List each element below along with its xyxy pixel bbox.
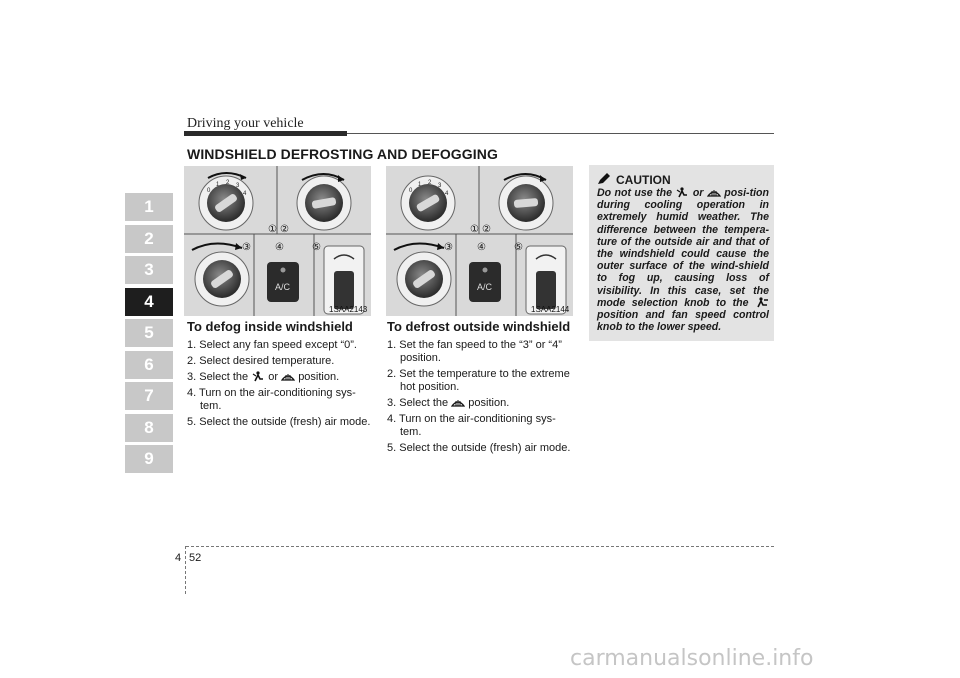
- chapter-tabs: [125, 193, 173, 477]
- watermark: carmanualsonline.info: [570, 646, 814, 671]
- label-1: ①: [470, 224, 479, 235]
- floor-defrost-icon: [675, 187, 689, 198]
- defrost-icon: [281, 371, 295, 382]
- label-2: ②: [280, 224, 289, 235]
- defrost-step-1: 1. Set the fan speed to the “3” or “4” position.: [387, 339, 562, 364]
- scale-4: 4: [445, 191, 449, 197]
- defog-section: [187, 319, 373, 432]
- label-3: ③: [444, 242, 453, 253]
- control-panel-illustration: [184, 166, 371, 316]
- chapter-tab-8[interactable]: 8: [125, 414, 173, 442]
- defrost-step-5: 5. Select the outside (fresh) air mode.: [387, 442, 571, 454]
- header-rule: [347, 133, 774, 134]
- scale-2: 2: [226, 180, 230, 186]
- chapter-tab-6[interactable]: 6: [125, 351, 173, 379]
- defrost-steps: [387, 339, 573, 455]
- chapter-tab-7[interactable]: 7: [125, 382, 173, 410]
- caution-title: CAUTION: [616, 173, 671, 187]
- defog-heading: To defog inside windshield: [187, 319, 353, 334]
- ac-label: A/C: [477, 282, 493, 292]
- floor-defrost-icon: [251, 371, 265, 382]
- defog-figure: [184, 166, 371, 316]
- scale-1: 1: [418, 182, 422, 188]
- chapter-tab-4[interactable]: 4: [125, 288, 173, 316]
- label-3: ③: [242, 242, 251, 253]
- scale-0: 0: [207, 188, 211, 194]
- defrost-icon: [707, 187, 721, 198]
- scale-3: 3: [236, 183, 240, 189]
- defog-step-4: 4. Turn on the air-conditioning sys-tem.: [187, 387, 356, 412]
- defrost-figure: [386, 166, 573, 316]
- caution-text: Do not use the or posi-tion during cooling operation in extremely humid weather. The difference between the tempera-ture of the outside air and that of the windshield could cause the outer surface of the wind-shield to fog up, causing loss of visibility. In this case, set the mode selection knob to the position and fan speed control knob to the lower speed.: [597, 187, 769, 334]
- scale-3: 3: [438, 183, 442, 189]
- defrost-step-2: 2. Set the temperature to the extreme hot position.: [387, 368, 570, 393]
- header-bar: [184, 131, 347, 136]
- defrost-step-4: 4. Turn on the air-conditioning sys-tem.: [387, 413, 556, 438]
- defog-step-1: 1. Select any fan speed except “0”.: [187, 339, 357, 351]
- label-4: ④: [477, 242, 486, 253]
- defog-steps: [187, 339, 373, 429]
- footer-divider: [185, 546, 186, 594]
- label-2: ②: [482, 224, 491, 235]
- footer-chapter: 4: [175, 552, 182, 564]
- figure-code: 1SAA2144: [531, 305, 570, 314]
- chapter-tab-1[interactable]: 1: [125, 193, 173, 221]
- running-header: Driving your vehicle: [187, 116, 304, 131]
- label-5: ⑤: [514, 242, 523, 253]
- chapter-tab-5[interactable]: 5: [125, 319, 173, 347]
- face-floor-icon: [755, 297, 769, 308]
- defog-step-2: 2. Select desired temperature.: [187, 355, 335, 367]
- caution-box: [589, 165, 774, 341]
- defrost-section: [387, 319, 573, 458]
- defrost-step-3: 3. Select the position.: [387, 397, 510, 409]
- defrost-icon: [451, 397, 465, 408]
- figure-code: 1SAA2143: [329, 305, 368, 314]
- section-title: WINDSHIELD DEFROSTING AND DEFOGGING: [187, 146, 498, 162]
- scale-1: 1: [216, 182, 220, 188]
- pencil-icon: [597, 173, 611, 185]
- defog-step-5: 5. Select the outside (fresh) air mode.: [187, 416, 371, 428]
- label-5: ⑤: [312, 242, 321, 253]
- ac-label: A/C: [275, 282, 291, 292]
- chapter-tab-3[interactable]: 3: [125, 256, 173, 284]
- chapter-tab-2[interactable]: 2: [125, 225, 173, 253]
- control-panel-illustration: [386, 166, 573, 316]
- scale-2: 2: [428, 180, 432, 186]
- scale-0: 0: [409, 188, 413, 194]
- defrost-heading: To defrost outside windshield: [387, 319, 571, 334]
- label-4: ④: [275, 242, 284, 253]
- defog-step-3: 3. Select the or position.: [187, 371, 340, 383]
- page-number: 52: [189, 552, 202, 564]
- chapter-tab-9[interactable]: 9: [125, 445, 173, 473]
- footer-rule: [186, 546, 774, 547]
- label-1: ①: [268, 224, 277, 235]
- scale-4: 4: [243, 191, 247, 197]
